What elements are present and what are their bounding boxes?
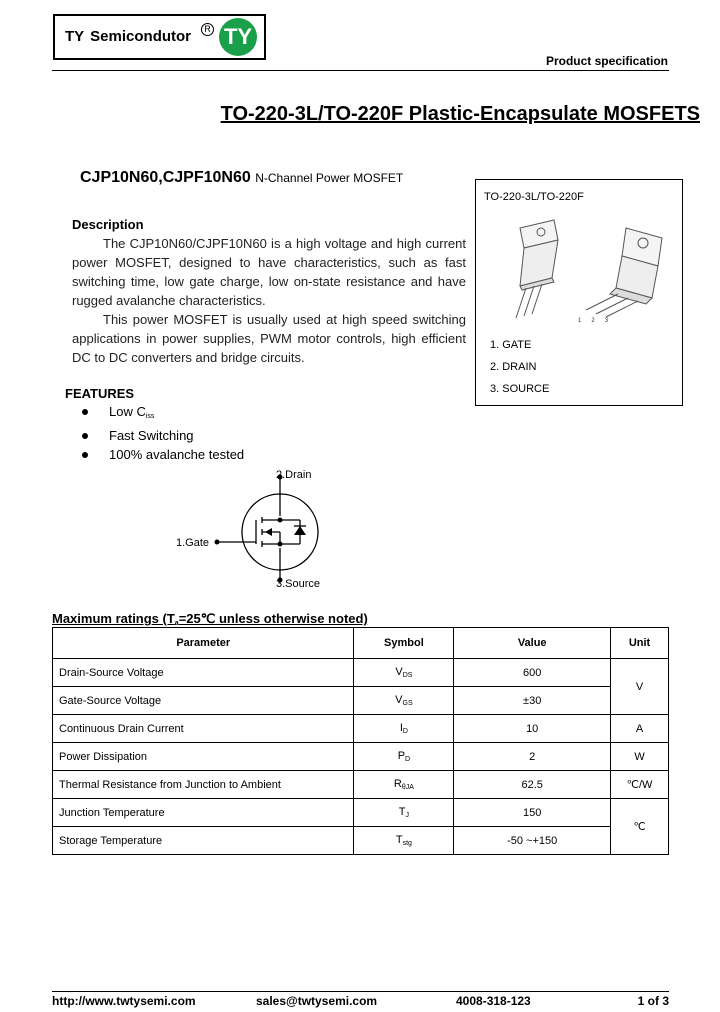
unit-watts: W bbox=[611, 743, 669, 771]
table-row: Drain-Source Voltage $V_{DS}$ 600 V bbox=[53, 659, 669, 687]
feature-item: 100% avalanche tested bbox=[82, 445, 244, 464]
table-header-row bbox=[53, 628, 669, 659]
header-divider bbox=[52, 70, 669, 71]
table-row: Storage Temperature $T_{stg}$ -50 ~+150 bbox=[53, 827, 669, 855]
package-title: TO-220-3L/TO-220F bbox=[484, 191, 584, 203]
part-heading bbox=[80, 169, 403, 187]
ratings-title: Maximum ratings ($T_a=25℃$ unless otherwise noted) bbox=[52, 611, 368, 627]
footer-page-number: 1 of 3 bbox=[637, 994, 669, 1008]
features-list bbox=[82, 402, 244, 464]
logo-ty: TY bbox=[65, 28, 85, 45]
part-numbers: CJP10N60,CJPF10N60 bbox=[80, 169, 251, 186]
to220-drawing bbox=[516, 220, 558, 318]
feature-item: Fast Switching bbox=[82, 426, 244, 445]
feature-item: Low $C_{iss}$ bbox=[82, 402, 244, 426]
header-unit: Unit bbox=[611, 628, 669, 659]
page-title: TO-220-3L/TO-220F Plastic-Encapsulate MOSFETS bbox=[220, 103, 700, 125]
description-body bbox=[72, 234, 466, 367]
drain-label: 2.Drain bbox=[276, 469, 312, 481]
package-pin-list bbox=[490, 334, 549, 400]
table-row: Continuous Drain Current $I_D$ 10 A bbox=[53, 715, 669, 743]
pin-mark-3: 3 bbox=[604, 318, 609, 324]
header-value: Value bbox=[454, 628, 611, 659]
unit-amps: A bbox=[611, 715, 669, 743]
pin-mark-1: 1 bbox=[578, 318, 582, 324]
source-label: 3.Source bbox=[276, 578, 321, 590]
logo-text bbox=[65, 28, 191, 45]
table-row: Junction Temperature $T_J$ 150 ℃ bbox=[53, 799, 669, 827]
description-heading: Description bbox=[72, 217, 144, 232]
table-row: Thermal Resistance from Junction to Ambient $R_{\theta JA}$ 62.5 ℃/W bbox=[53, 771, 669, 799]
description-para-1: The CJP10N60/CJPF10N60 is a high voltage and high current power MOSFET, designed to have characteristics, such as fast switching time, low gate charge, low on-state resistance and have rugged avalanche characteristics. bbox=[72, 236, 466, 308]
pin-mark-2: 2 bbox=[591, 318, 595, 324]
footer-phone: 4008-318-123 bbox=[456, 994, 531, 1008]
company-logo bbox=[53, 14, 266, 60]
logo-name: Semicondutor bbox=[90, 28, 192, 45]
registered-mark: R bbox=[201, 23, 214, 36]
table-row: Gate-Source Voltage $V_{GS}$ ±30 bbox=[53, 687, 669, 715]
pin-source: 3. SOURCE bbox=[490, 383, 550, 395]
header-symbol: Symbol bbox=[354, 628, 454, 659]
part-type: N-Channel Power MOSFET bbox=[255, 171, 404, 185]
footer-url[interactable]: http://www.twtysemi.com bbox=[52, 994, 196, 1008]
footer-email[interactable]: sales@twtysemi.com bbox=[256, 994, 378, 1008]
package-pin-marks bbox=[578, 318, 609, 324]
unit-thermal: ℃/W bbox=[611, 771, 669, 799]
package-drawings bbox=[486, 210, 676, 325]
bullet-icon bbox=[82, 452, 88, 458]
footer-divider bbox=[52, 991, 669, 992]
ratings-table bbox=[52, 627, 669, 855]
unit-celsius: ℃ bbox=[611, 799, 669, 855]
pin-drain: 2. DRAIN bbox=[490, 361, 537, 373]
mosfet-schematic bbox=[170, 465, 350, 595]
gate-label: 1.Gate bbox=[176, 537, 210, 549]
header-parameter: Parameter bbox=[53, 628, 354, 659]
package-box bbox=[475, 179, 683, 406]
pin-gate: 1. GATE bbox=[490, 339, 532, 351]
bullet-icon bbox=[82, 433, 88, 439]
to220f-drawing bbox=[586, 228, 662, 317]
unit-volts: V bbox=[611, 659, 669, 715]
table-row: Power Dissipation $P_D$ 2 W bbox=[53, 743, 669, 771]
description-para-2: This power MOSFET is usually used at high speed switching applications in power supplies, PWM motor controls, high efficient DC to DC converters and bridge circuits. bbox=[72, 312, 466, 365]
logo-badge: TY bbox=[219, 18, 257, 56]
bullet-icon bbox=[82, 409, 88, 415]
product-spec-label: Product specification bbox=[545, 54, 668, 68]
features-heading: FEATURES bbox=[65, 386, 135, 401]
